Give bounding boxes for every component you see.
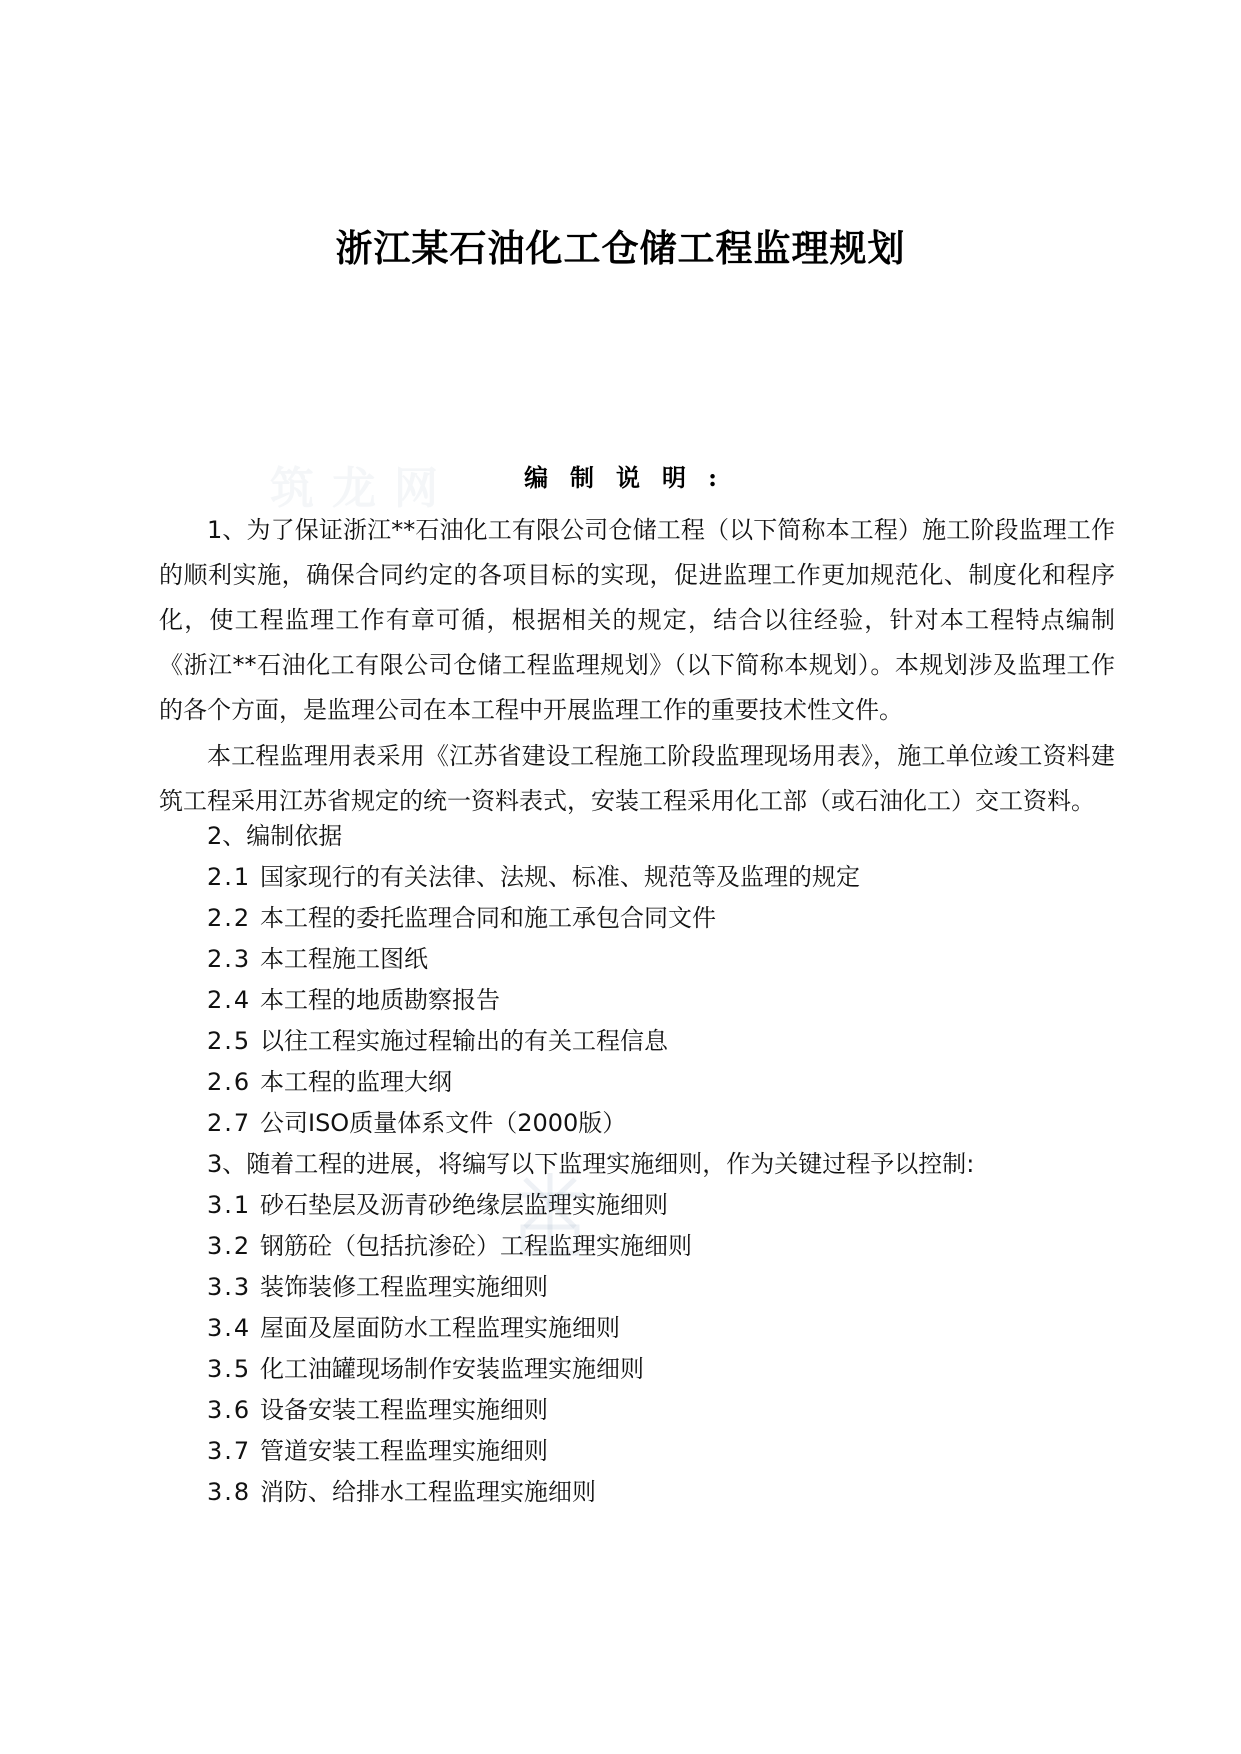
list-item-3-1: [207, 1190, 668, 1220]
list-item-3-6: [207, 1395, 548, 1425]
list-item-number: 3.4: [207, 1314, 252, 1342]
list-item-number: 3.5: [207, 1355, 252, 1383]
list-item-number: 2.5: [207, 1027, 252, 1055]
list-item-text: 管道安装工程监理实施细则: [260, 1437, 548, 1465]
list-item-2-5: [207, 1026, 668, 1056]
paragraph-purpose: 1、为了保证浙江**石油化工有限公司仓储工程（以下简称本工程）施工阶段监理工作的顺利实施，确保合同约定的各项目标的实现，促进监理工作更加规范化、制度化和程序化，使工程监理工作有章可循，根据相关的规定，结合以往经验，针对本工程特点编制《浙江**石油化工有限公司仓储工程监理规划》（以下简称本规划）。本规划涉及监理工作的各个方面，是监理公司在本工程中开展监理工作的重要技术性文件。: [159, 516, 1115, 724]
list-item-number: 3.8: [207, 1478, 252, 1506]
list-item-3-3: [207, 1272, 548, 1302]
list-item-number: 2.4: [207, 986, 252, 1014]
list-item-2-3: [207, 944, 428, 974]
list-item-text: 化工油罐现场制作安装监理实施细则: [260, 1355, 644, 1383]
list-item-number: 3.6: [207, 1396, 252, 1424]
list-item-2-6: [207, 1067, 452, 1097]
list-item-2-1: [207, 862, 860, 892]
document-title: 浙江某石油化工仓储工程监理规划: [335, 226, 906, 270]
list-item-3-2: [207, 1231, 692, 1261]
list-item-text: 国家现行的有关法律、法规、标准、规范等及监理的规定: [260, 863, 860, 891]
section-2-title: 2、编制依据: [207, 822, 343, 850]
list-item-text: 钢筋砼（包括抗渗砼）工程监理实施细则: [260, 1232, 692, 1260]
section-3-title: 3、随着工程的进展，将编写以下监理实施细则，作为关键过程予以控制:: [207, 1150, 975, 1178]
list-item-number: 3.7: [207, 1437, 252, 1465]
list-item-text: 以往工程实施过程输出的有关工程信息: [260, 1027, 668, 1055]
list-item-text: 消防、给排水工程监理实施细则: [260, 1478, 596, 1506]
list-item-number: 2.3: [207, 945, 252, 973]
list-item-3-7: [207, 1436, 548, 1466]
list-item-number: 2.6: [207, 1068, 252, 1096]
list-item-2-7: [207, 1108, 626, 1138]
list-item-text: 屋面及屋面防水工程监理实施细则: [260, 1314, 620, 1342]
watermark-text: 筑龙网: [270, 463, 456, 514]
list-item-number: 2.7: [207, 1109, 252, 1137]
list-item-3-5: [207, 1354, 644, 1384]
section-heading: [0, 458, 1241, 493]
list-item-2-4: [207, 985, 500, 1015]
list-item-text: 本工程施工图纸: [260, 945, 428, 973]
list-item-number: 2.1: [207, 863, 252, 891]
list-item-number: 3.3: [207, 1273, 252, 1301]
list-item-text: 本工程的委托监理合同和施工承包合同文件: [260, 904, 716, 932]
list-item-text: 本工程的监理大纲: [260, 1068, 452, 1096]
heading-label: 编制说明: [524, 463, 709, 492]
paragraph-forms: 本工程监理用表采用《江苏省建设工程施工阶段监理现场用表》，施工单位竣工资料建筑工程采用江苏省规定的统一资料表式，安装工程采用化工部（或石油化工）交工资料。: [159, 742, 1115, 815]
list-item-text: 设备安装工程监理实施细则: [260, 1396, 548, 1424]
list-item-3-8: [207, 1477, 596, 1507]
list-item-number: 3.1: [207, 1191, 252, 1219]
list-item-3-4: [207, 1313, 620, 1343]
list-item-2-2: [207, 903, 716, 933]
list-item-text: 本工程的地质勘察报告: [260, 986, 500, 1014]
list-item-text: 砂石垫层及沥青砂绝缘层监理实施细则: [260, 1191, 668, 1219]
heading-colon: :: [708, 463, 717, 492]
list-item-number: 3.2: [207, 1232, 252, 1260]
list-item-text: 装饰装修工程监理实施细则: [260, 1273, 548, 1301]
list-item-number: 2.2: [207, 904, 252, 932]
list-item-text: 公司ISO质量体系文件（2000版）: [260, 1109, 627, 1137]
